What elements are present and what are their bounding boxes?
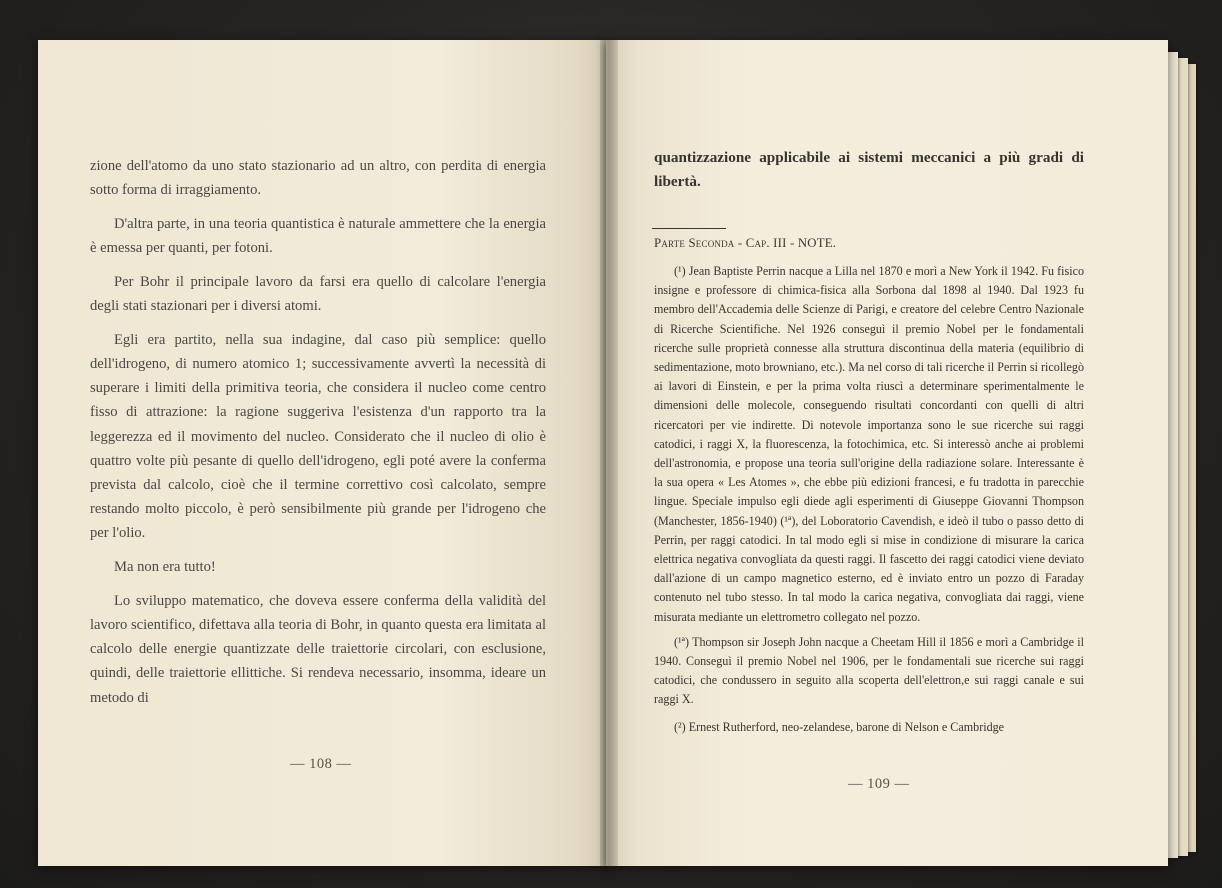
page-stack-edge [1178, 58, 1188, 856]
page-stack-edge [1188, 64, 1196, 852]
notes-body [654, 262, 1084, 737]
paragraph: Ma non era tutto! [114, 559, 216, 576]
paragraph: Egli era partito, nella sua indagine, dal caso più semplice: quello dell'idrogeno, di numero atomico 1; successivamente avvertì la necessità di superare i limiti della primitiva teoria, che considera il nucleo come centro fisso di attrazione: la ragione suggeriva l'esistenza d'un rapporto tra la leggerezza ed il movimento del nucleo. Considerato che il nucleo di olio è quattro volte più pesante di quello dell'idrogeno, egli poté avere la conferma prevista dal calcolo, cioè che il termine correttivo così calcolato, sempre restando molto piccolo, è però sensibilmente più grande per l'idrogeno che per l'olio. [90, 331, 546, 542]
note-item: (¹) Jean Baptiste Perrin nacque a Lilla nel 1870 e morì a New York il 1942. Fu fisico insigne e professore di chimica-fisica alla Sorbona dal 1898 al 1940. Dal 1923 fu membro dell'Accademia delle Scienze di Parigi, e creatore del celebre Centro Nazionale di Ricerche Scientifiche. Nel 1926 conseguì il premio Nobel per le fondamentali ricerche sulle proprietà connesse alla struttura discontinua della materia (equilibrio di sedimentazione, moto browniano, etc.). Ma nel corso di tali ricerche il Perrin si ricollegò ai lavori di Einstein, e per la prima volta riuscì a determinare sperimentalmente le dimensioni delle molecole, conseguendo risultati concordanti con quelli di altri ricercatori per vie indirette. Di notevole importanza sono le sue ricerche sui raggi catodici, i raggi X, la fluorescenza, la fotochimica, etc. Si interessò anche ai problemi dell'astronomia, e propose una teoria sull'origine della radiazione solare. Interessante è la sua opera « Les Atomes », che ebbe più edizioni francesi, e fu tradotta in parecchie lingue. Speciale impulso egli diede agli esperimenti di Giuseppe Giovanni Thompson (Manchester, 1856-1940) (¹ª), del Loboratorio Cavendish, e ideò il tubo o passo detto di Perrin, per raggi catodici. In tal modo egli si mise in condizione di misurare la carica elettrica negativa convogliata da questi raggi. Il fascetto dei raggi catodici viene deviato dall'azione di un campo magnetico esterno, ed è inviato entro un pozzo di Faraday contenuto nel tubo stesso. In tal modo la carica negativa, convogliata dai raggi, viene misurata mediante un elettrometro collegato nel pozzo. [654, 264, 1084, 624]
book-gutter [600, 40, 618, 866]
paragraph: Per Bohr il principale lavoro da farsi era quello di calcolare l'energia degli stati stazionari per i diversi atomi. [90, 273, 546, 315]
right-page-continuation: quantizzazione applicabile ai sistemi meccanici a più gradi di libertà. [654, 149, 1084, 190]
paragraph: Lo sviluppo matematico, che doveva essere conferma della validità del lavoro scientifico, difettava alla teoria di Bohr, in quanto questa era limitata al calcolo delle energie quantizzate delle traiettorie circolari, con esclusione, quindi, delle traiettorie ellittiche. Si rendeva necessario, insomma, ideare un metodo di [90, 592, 546, 706]
footnote-rule [652, 228, 726, 229]
note-item: (²) Ernest Rutherford, neo-zelandese, barone di Nelson e Cambridge [674, 719, 1005, 734]
page-number-right: — 109 — [848, 776, 910, 792]
paragraph: zione dell'atomo da uno stato stazionario ad un altro, con perdita di energia sotto forma di irraggiamento. [90, 158, 546, 199]
page-number-left: — 108 — [290, 756, 352, 772]
note-item: (¹ª) Thompson sir Joseph John nacque a Cheetam Hill il 1856 e morì a Cambridge il 1940. Conseguì il premio Nobel nel 1906, per le fondamentali sue ricerche sui raggi catodici, che condussero in seguito alla scoperta dell'elettron,e sui raggi canale e sui raggi X. [654, 634, 1084, 707]
paragraph: D'altra parte, in una teoria quantistica è naturale ammettere che la energia è emessa per quanti, per fotoni. [90, 215, 546, 257]
left-page-body [90, 154, 546, 710]
notes-heading: Parte Seconda - Cap. III - NOTE. [654, 236, 837, 250]
